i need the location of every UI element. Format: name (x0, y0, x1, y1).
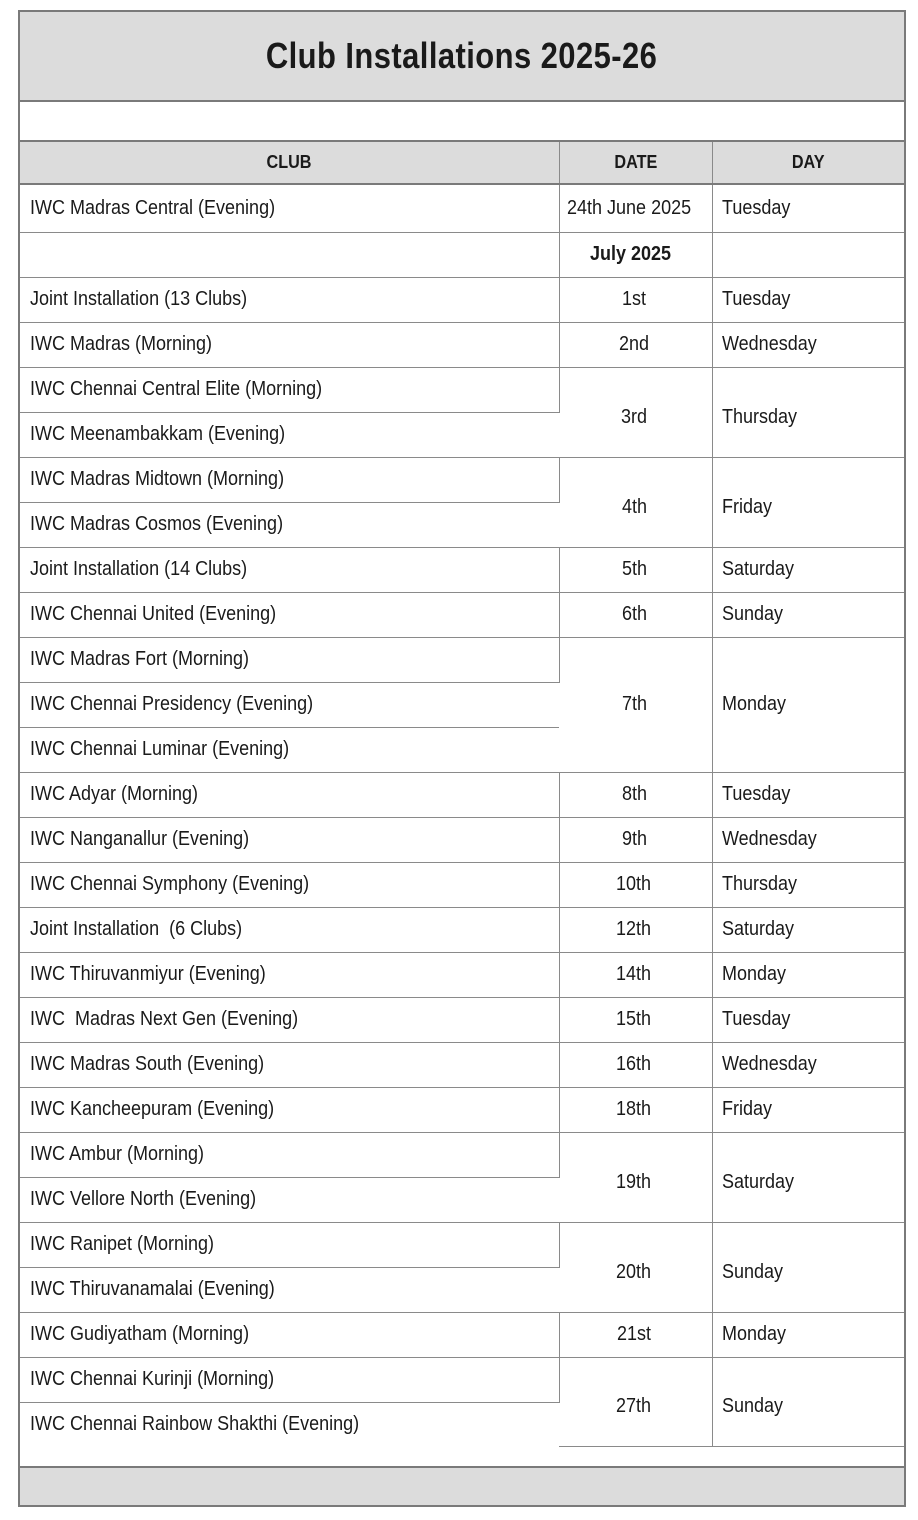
day-cell: Monday (712, 952, 904, 997)
table-row (20, 1312, 904, 1357)
date-cell: 14th (559, 952, 712, 997)
club-cell: IWC Kancheepuram (Evening) (20, 1087, 559, 1132)
club-cell: IWC Gudiyatham (Morning) (20, 1312, 559, 1357)
club-cell: IWC Chennai Rainbow Shakthi (Evening) (30, 1413, 360, 1435)
table-row (20, 637, 904, 682)
table-row (20, 367, 904, 412)
club-cell: IWC Madras Midtown (Morning) (20, 457, 559, 502)
club-cell: IWC Meenambakkam (Evening) (20, 412, 559, 457)
date-cell: 9th (559, 817, 712, 862)
day-cell: Wednesday (712, 1042, 904, 1087)
club-cell: IWC Ambur (Morning) (20, 1132, 559, 1177)
club-cell: IWC Madras Fort (Morning) (20, 637, 559, 682)
date-cell: 16th (559, 1042, 712, 1087)
table-row (20, 1087, 904, 1132)
footer-bar (20, 1466, 904, 1505)
month-label: July 2025 (559, 232, 712, 277)
day-cell: Monday (712, 637, 904, 772)
club-cell: IWC Madras South (Evening) (20, 1042, 559, 1087)
day-cell: Tuesday (712, 772, 904, 817)
table-row (20, 184, 904, 232)
column-header-club: CLUB (20, 142, 559, 184)
date-cell: 24th June 2025 (559, 184, 712, 232)
club-cell (20, 232, 559, 277)
table-header-row (20, 142, 904, 184)
club-cell: IWC Madras Next Gen (Evening) (20, 997, 559, 1042)
club-cell: IWC Thiruvanamalai (Evening) (20, 1267, 559, 1312)
date-cell: 12th (559, 907, 712, 952)
date-cell: 20th (559, 1222, 712, 1312)
date-cell: 27th (559, 1357, 712, 1447)
date-cell: 18th (559, 1087, 712, 1132)
table-row (20, 547, 904, 592)
column-header-date: DATE (559, 142, 712, 184)
month-row (20, 232, 904, 277)
date-cell: 1st (559, 277, 712, 322)
spacer-row (20, 102, 904, 142)
day-cell (712, 232, 904, 277)
installations-sheet (18, 10, 906, 1507)
club-cell: IWC Chennai Presidency (Evening) (20, 682, 559, 727)
date-cell: 8th (559, 772, 712, 817)
day-cell: Monday (712, 1312, 904, 1357)
date-cell: 2nd (559, 322, 712, 367)
table-row (20, 862, 904, 907)
table-row (20, 907, 904, 952)
date-cell: 10th (559, 862, 712, 907)
table-row (20, 1042, 904, 1087)
day-cell: Thursday (712, 367, 904, 457)
club-cell: IWC Thiruvanmiyur (Evening) (20, 952, 559, 997)
day-cell: Tuesday (712, 277, 904, 322)
table-row (20, 952, 904, 997)
day-cell: Saturday (712, 907, 904, 952)
column-header-day: DAY (712, 142, 904, 184)
date-cell: 19th (559, 1132, 712, 1222)
day-cell: Tuesday (712, 997, 904, 1042)
club-cell: IWC Adyar (Morning) (20, 772, 559, 817)
club-cell: IWC Vellore North (Evening) (20, 1177, 559, 1222)
club-cell: IWC Madras (Morning) (20, 322, 559, 367)
club-cell: IWC Nanganallur (Evening) (20, 817, 559, 862)
day-cell: Saturday (712, 1132, 904, 1222)
date-cell: 7th (559, 637, 712, 772)
date-cell: 6th (559, 592, 712, 637)
club-cell: IWC Chennai United (Evening) (20, 592, 559, 637)
date-cell: 21st (559, 1312, 712, 1357)
table-row (20, 817, 904, 862)
day-cell: Sunday (712, 592, 904, 637)
schedule-table (20, 142, 904, 1447)
table-row (20, 1222, 904, 1267)
club-cell: IWC Chennai Central Elite (Morning) (20, 367, 559, 412)
day-cell: Tuesday (712, 184, 904, 232)
table-row (20, 277, 904, 322)
day-cell: Wednesday (712, 322, 904, 367)
day-cell: Thursday (712, 862, 904, 907)
table-row (20, 457, 904, 502)
club-cell: IWC Ranipet (Morning) (20, 1222, 559, 1267)
club-cell: IWC Madras Cosmos (Evening) (20, 502, 559, 547)
date-cell: 15th (559, 997, 712, 1042)
club-cell: Joint Installation (14 Clubs) (20, 547, 559, 592)
club-cell: IWC Chennai Kurinji (Morning) (20, 1357, 559, 1402)
club-cell: IWC Chennai Luminar (Evening) (20, 727, 559, 772)
table-row (20, 1132, 904, 1177)
day-cell: Wednesday (712, 817, 904, 862)
date-cell: 5th (559, 547, 712, 592)
table-row (20, 997, 904, 1042)
page-title-text: Club Installations 2025-26 (266, 35, 658, 76)
day-cell: Sunday (712, 1357, 904, 1447)
day-cell: Friday (712, 457, 904, 547)
club-cell: IWC Madras Central (Evening) (20, 184, 559, 232)
day-cell: Sunday (712, 1222, 904, 1312)
table-row (20, 772, 904, 817)
date-cell: 3rd (559, 367, 712, 457)
day-cell: Friday (712, 1087, 904, 1132)
table-row (20, 1357, 904, 1402)
table-row (20, 322, 904, 367)
club-cell: Joint Installation (6 Clubs) (20, 907, 559, 952)
table-row (20, 592, 904, 637)
club-cell: Joint Installation (13 Clubs) (20, 277, 559, 322)
date-cell: 4th (559, 457, 712, 547)
page-title (20, 12, 904, 102)
day-cell: Saturday (712, 547, 904, 592)
club-cell: IWC Chennai Symphony (Evening) (20, 862, 559, 907)
